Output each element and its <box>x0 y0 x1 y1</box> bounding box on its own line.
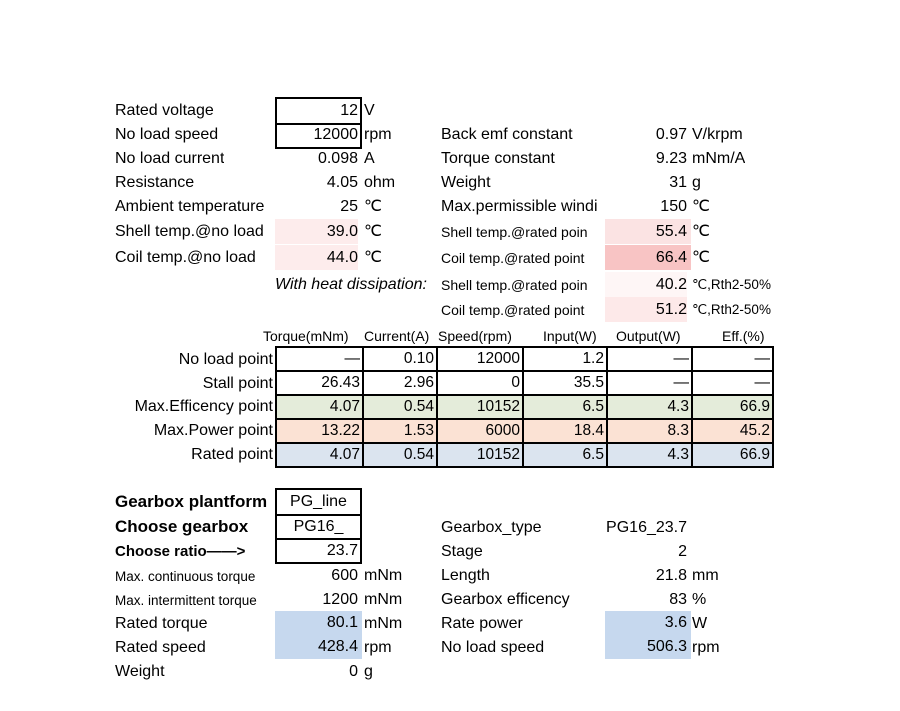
rate-power-unit: W <box>692 615 708 632</box>
back-emf-value: 0.97 <box>655 126 687 143</box>
gearbox-efficiency-value: 83 <box>669 591 687 608</box>
shell-temp-rated-hd-unit: ℃,Rth2-50% <box>692 277 771 292</box>
shell-temp-rated-value: 55.4 <box>605 219 691 244</box>
table-cell: 10152 <box>437 395 523 419</box>
table-cell: 1.2 <box>523 347 607 371</box>
rated-voltage-label: Rated voltage <box>115 102 214 119</box>
rate-power-label: Rate power <box>441 615 523 632</box>
ambient-temp-unit: ℃ <box>364 198 382 215</box>
table-cell: 18.4 <box>523 419 607 443</box>
table-cell: 6.5 <box>523 443 607 467</box>
rated-voltage-unit: V <box>364 102 375 119</box>
max-winding-temp-unit: ℃ <box>692 198 710 215</box>
rated-speed-value: 428.4 <box>275 635 362 659</box>
max-cont-torque-value: 600 <box>331 567 358 584</box>
table-cell: 13.22 <box>276 419 363 443</box>
gearbox-no-load-speed-unit: rpm <box>692 639 720 656</box>
rated-torque-value: 80.1 <box>275 611 362 635</box>
shell-temp-no-load-unit: ℃ <box>364 223 382 240</box>
shell-temp-rated-hd-value: 40.2 <box>605 272 687 297</box>
perf-row-label-stall: Stall point <box>202 375 273 392</box>
stage-label: Stage <box>441 543 483 560</box>
perf-row-label-no-load: No load point <box>178 351 273 368</box>
coil-temp-rated-hd-unit: ℃,Rth2-50% <box>692 302 771 317</box>
max-winding-temp-value: 150 <box>660 198 687 215</box>
table-cell: 10152 <box>437 443 523 467</box>
table-cell: — <box>607 371 692 395</box>
ambient-temp-value: 25 <box>340 198 358 215</box>
perf-header-output: Output(W) <box>616 328 681 344</box>
shell-temp-rated-unit: ℃ <box>692 223 710 240</box>
rated-torque-label: Rated torque <box>115 615 208 632</box>
table-cell: 1.53 <box>363 419 437 443</box>
table-cell: — <box>692 371 773 395</box>
gearbox-efficiency-unit: % <box>692 591 707 608</box>
table-cell: 66.9 <box>692 395 773 419</box>
max-int-torque-unit: mNm <box>364 591 403 608</box>
table-cell: 6.5 <box>523 395 607 419</box>
no-load-current-value: 0.098 <box>317 150 358 167</box>
performance-table <box>275 346 774 468</box>
rated-torque-unit: mNm <box>364 615 403 632</box>
table-cell: 45.2 <box>692 419 773 443</box>
length-unit: mm <box>692 567 719 584</box>
table-row <box>276 395 773 419</box>
no-load-speed-unit: rpm <box>364 126 392 143</box>
perf-header-torque: Torque(mNm) <box>263 328 349 344</box>
table-cell: — <box>276 347 363 371</box>
gearbox-platform-select[interactable]: PG_line <box>290 493 347 510</box>
gearbox-type-label: Gearbox_type <box>441 519 542 536</box>
coil-temp-rated-hd-value: 51.2 <box>605 297 687 322</box>
table-cell: 4.07 <box>276 443 363 467</box>
stage-value: 2 <box>678 543 687 560</box>
coil-temp-rated-unit: ℃ <box>692 249 710 266</box>
torque-constant-label: Torque constant <box>441 150 555 167</box>
perf-row-label-rated: Rated point <box>191 446 273 463</box>
gearbox-no-load-speed-label: No load speed <box>441 639 545 656</box>
table-row <box>276 443 773 467</box>
rated-speed-label: Rated speed <box>115 639 206 656</box>
perf-row-label-max-eff: Max.Efficency point <box>134 398 273 415</box>
table-cell: — <box>607 347 692 371</box>
shell-temp-rated-label: Shell temp.@rated poin <box>441 224 588 240</box>
table-cell: 0 <box>437 371 523 395</box>
torque-constant-value: 9.23 <box>655 150 687 167</box>
rate-power-value: 3.6 <box>605 611 691 635</box>
max-int-torque-value: 1200 <box>322 591 358 608</box>
back-emf-unit: V/krpm <box>692 126 743 143</box>
shell-temp-rated-hd-label: Shell temp.@rated poin <box>441 277 588 293</box>
gearbox-no-load-speed-value: 506.3 <box>605 635 691 659</box>
choose-gearbox-select[interactable]: PG16_ <box>293 518 344 535</box>
table-cell: 0.10 <box>363 347 437 371</box>
table-cell: — <box>692 347 773 371</box>
table-cell: 0.54 <box>363 443 437 467</box>
perf-header-input: Input(W) <box>543 328 597 344</box>
gearbox-platform-label: Gearbox plantform <box>115 492 268 511</box>
torque-constant-unit: mNm/A <box>692 150 746 167</box>
rated-speed-unit: rpm <box>364 639 392 656</box>
table-cell: 6000 <box>437 419 523 443</box>
table-cell: 4.3 <box>607 395 692 419</box>
perf-header-eff: Eff.(%) <box>722 328 765 344</box>
choose-gearbox-label: Choose gearbox <box>115 517 249 536</box>
weight-label: Weight <box>441 174 491 191</box>
resistance-unit: ohm <box>364 174 396 191</box>
no-load-speed-label: No load speed <box>115 126 219 143</box>
table-row <box>276 371 773 395</box>
choose-ratio-label: Choose ratio——> <box>115 543 246 560</box>
max-int-torque-label: Max. intermittent torque <box>115 593 257 608</box>
length-value: 21.8 <box>655 567 687 584</box>
gearbox-type-value: PG16_23.7 <box>606 519 687 536</box>
table-cell: 2.96 <box>363 371 437 395</box>
ambient-temp-label: Ambient temperature <box>115 198 265 215</box>
shell-temp-no-load-label: Shell temp.@no load <box>115 223 264 240</box>
heat-dissipation-label: With heat dissipation: <box>275 276 427 293</box>
table-cell: 35.5 <box>523 371 607 395</box>
table-row <box>276 419 773 443</box>
max-cont-torque-label: Max. continuous torque <box>115 569 256 584</box>
back-emf-label: Back emf constant <box>441 126 573 143</box>
table-cell: 66.9 <box>692 443 773 467</box>
gearbox-weight-label: Weight <box>115 663 165 680</box>
gearbox-efficiency-label: Gearbox efficency <box>441 591 570 608</box>
gearbox-weight-unit: g <box>364 663 373 680</box>
table-row <box>276 347 773 371</box>
resistance-label: Resistance <box>115 174 195 191</box>
max-winding-temp-label: Max.permissible windi <box>441 198 598 215</box>
coil-temp-no-load-unit: ℃ <box>364 249 382 266</box>
perf-header-speed: Speed(rpm) <box>438 328 512 344</box>
table-cell: 8.3 <box>607 419 692 443</box>
rated-voltage-value[interactable]: 12 <box>340 102 358 119</box>
perf-header-current: Current(A) <box>364 328 430 344</box>
coil-temp-rated-hd-label: Coil temp.@rated point <box>441 302 585 318</box>
coil-temp-no-load-value: 44.0 <box>275 245 358 270</box>
gearbox-weight-value: 0 <box>349 663 358 680</box>
weight-unit: g <box>692 174 701 191</box>
table-cell: 12000 <box>437 347 523 371</box>
table-cell: 26.43 <box>276 371 363 395</box>
no-load-speed-value[interactable]: 12000 <box>313 126 358 143</box>
length-label: Length <box>441 567 490 584</box>
no-load-current-label: No load current <box>115 150 225 167</box>
coil-temp-rated-label: Coil temp.@rated point <box>441 250 585 266</box>
coil-temp-no-load-label: Coil temp.@no load <box>115 249 256 266</box>
resistance-value: 4.05 <box>326 174 358 191</box>
perf-row-label-max-power: Max.Power point <box>153 422 273 439</box>
max-cont-torque-unit: mNm <box>364 567 403 584</box>
table-cell: 4.3 <box>607 443 692 467</box>
shell-temp-no-load-value: 39.0 <box>275 219 358 244</box>
no-load-current-unit: A <box>364 150 375 167</box>
choose-ratio-select[interactable]: 23.7 <box>326 542 358 559</box>
table-cell: 4.07 <box>276 395 363 419</box>
coil-temp-rated-value: 66.4 <box>605 245 691 270</box>
table-cell: 0.54 <box>363 395 437 419</box>
weight-value: 31 <box>669 174 687 191</box>
